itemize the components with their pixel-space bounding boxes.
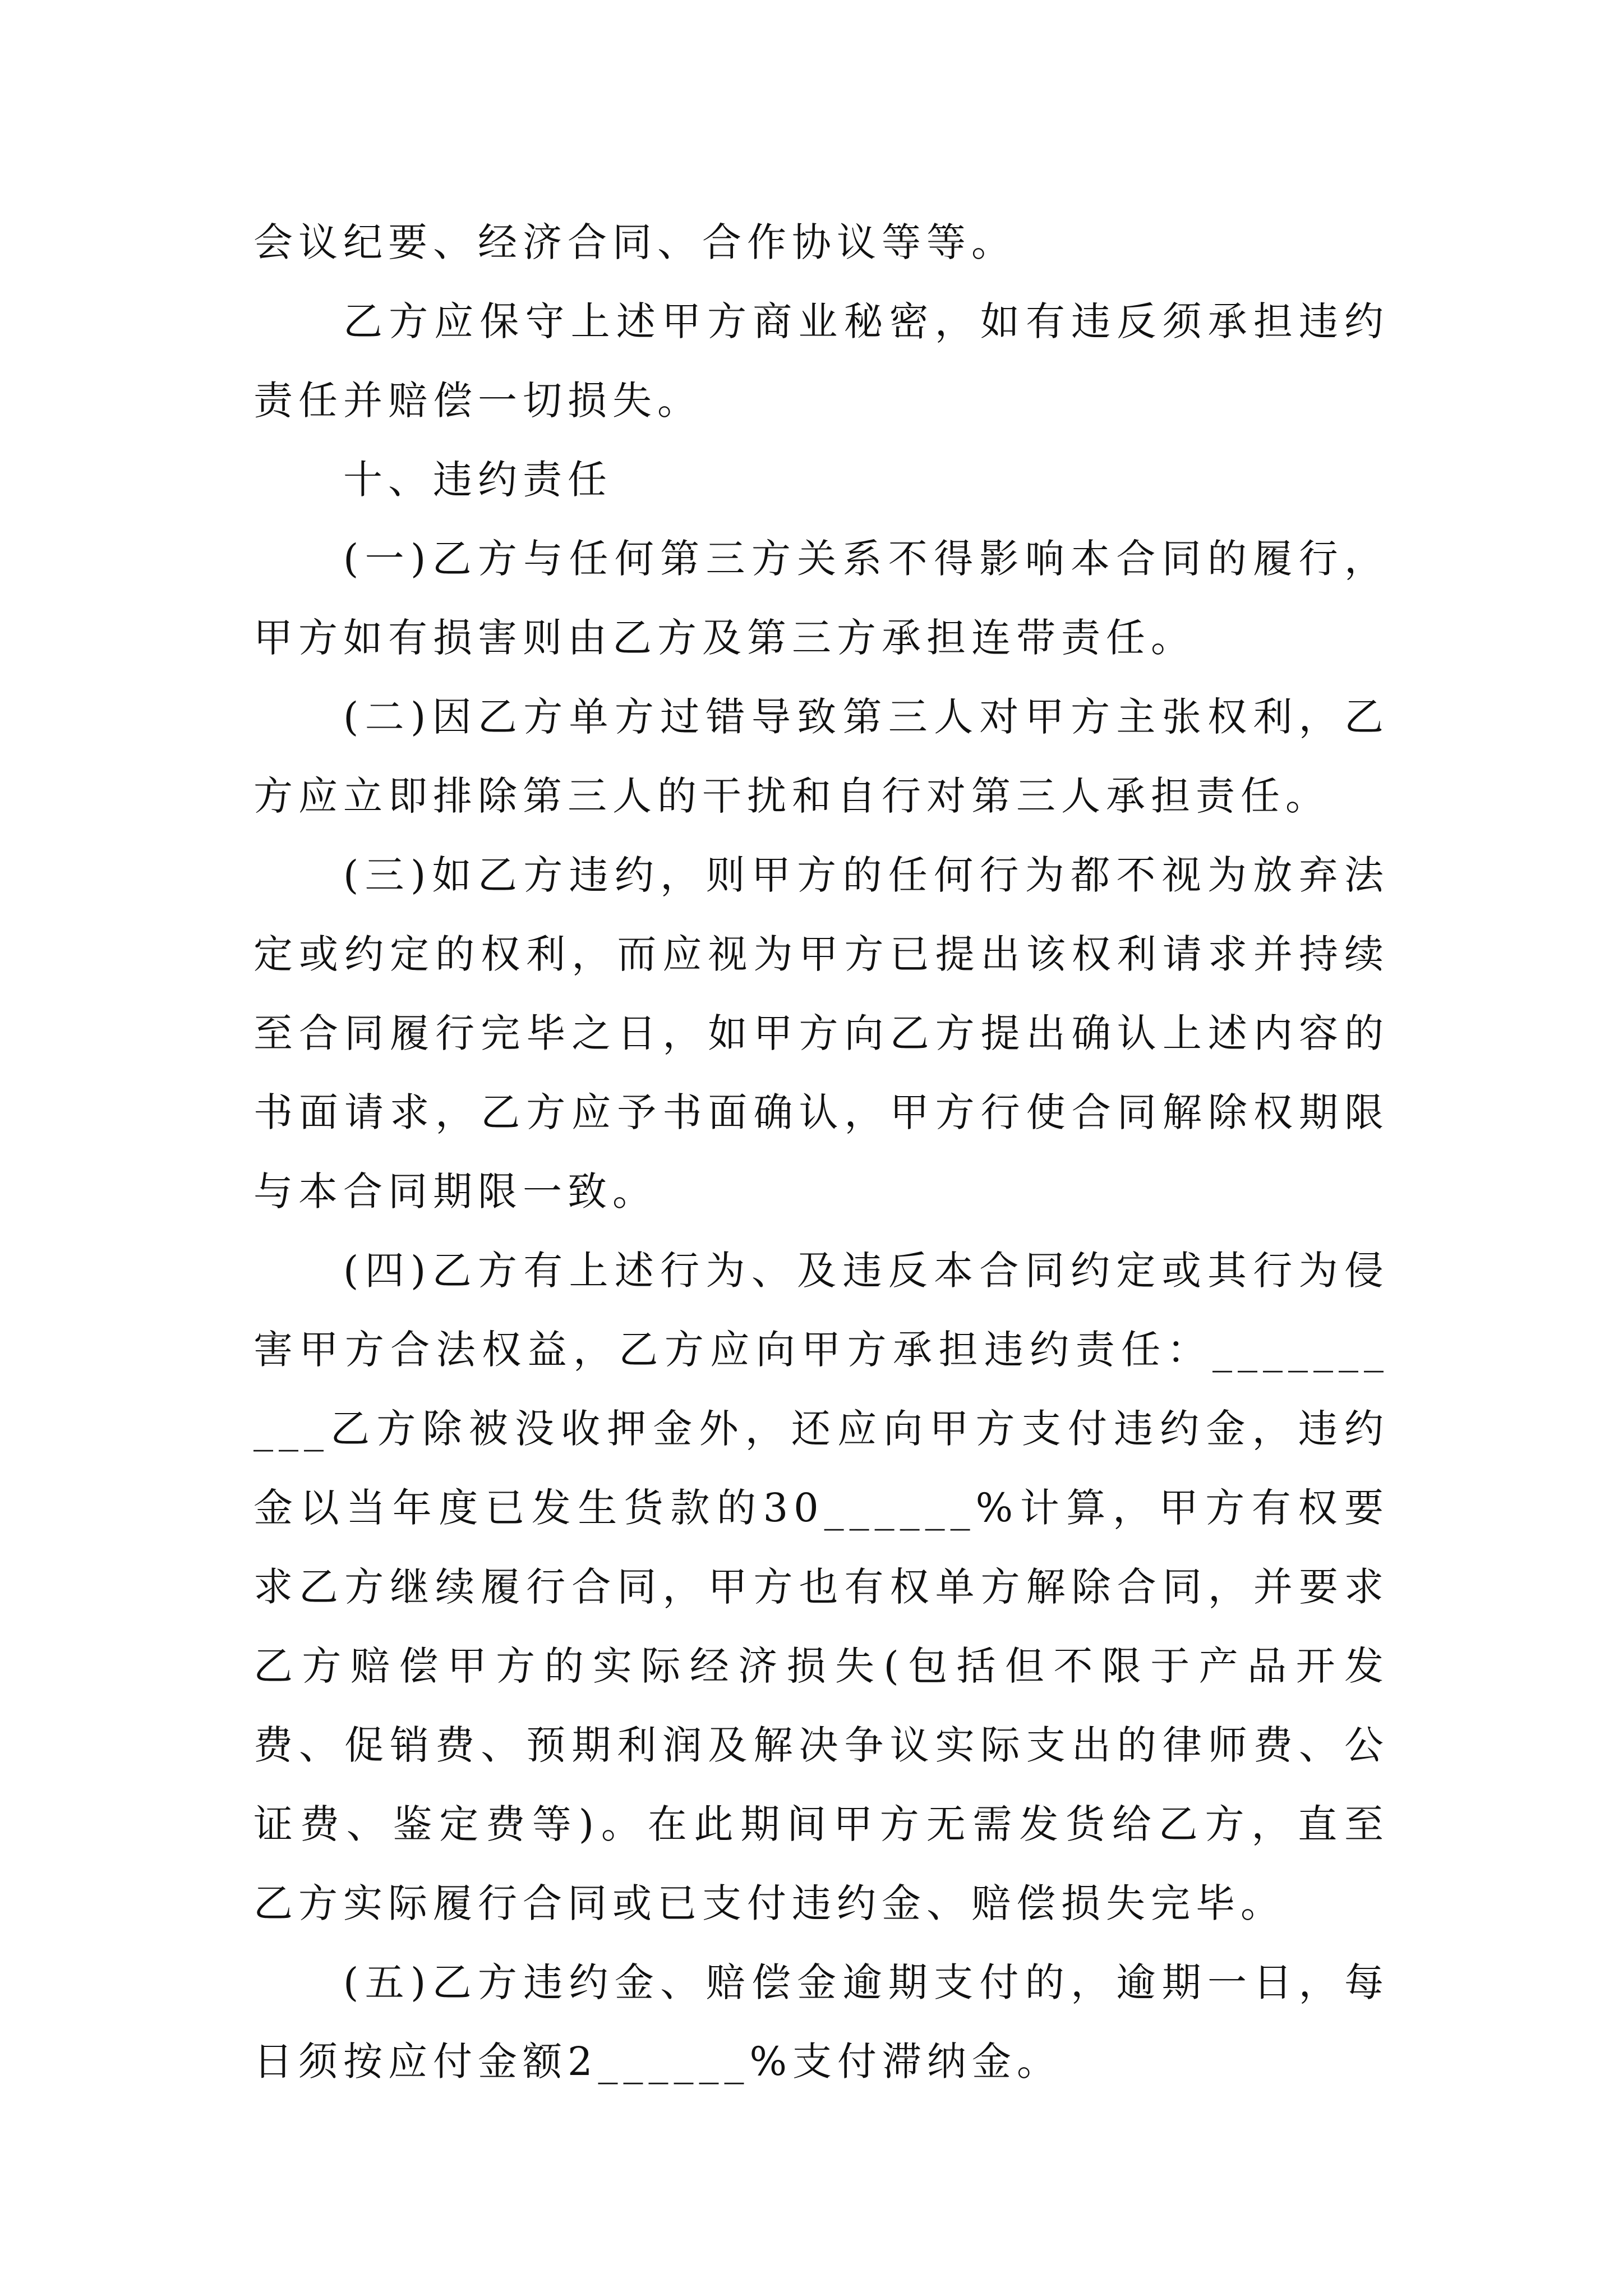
clause-4: (四)乙方有上述行为、及违反本合同约定或其行为侵害甲方合法权益，乙方应向甲方承担违约责任：__________乙方除被没收押金外，还应向甲方支付违约金，违约金以当年度已发生货款的30______%计算，甲方有权要求乙方继续履行合同，甲方也有权单方解除合同，并要求乙方赔偿甲方的实际经济损失(包括但不限于产品开发费、促销费、预期利润及解决争议实际支出的律师费、公证费、鉴定费等)。在此期间甲方无需发货给乙方，直至乙方实际履行合同或已支付违约金、赔偿损失完毕。 xyxy=(253,1248,1389,1926)
clause-3: (三)如乙方违约，则甲方的任何行为都不视为放弃法定或约定的权利，而应视为甲方已提出该权利请求并持续至合同履行完毕之日，如甲方向乙方提出确认上述内容的书面请求，乙方应予书面确认，甲方行使合同解除权期限与本合同期限一致。 xyxy=(253,852,1389,1214)
clause-1: (一)乙方与任何第三方关系不得影响本合同的履行，甲方如有损害则由乙方及第三方承担连带责任。 xyxy=(253,536,1389,661)
clause-2: (二)因乙方单方过错导致第三人对甲方主张权利，乙方应立即排除第三人的干扰和自行对第三人承担责任。 xyxy=(253,694,1389,819)
paragraph-2: 乙方应保守上述甲方商业秘密，如有违反须承担违约责任并赔偿一切损失。 xyxy=(253,298,1389,424)
paragraph-1: 会议纪要、经济合同、合作协议等等。 xyxy=(253,219,1016,265)
clause-5: (五)乙方违约金、赔偿金逾期支付的，逾期一日，每日须按应付金额2______%支付滞纳金。 xyxy=(253,1959,1389,2085)
section-heading: 十、违约责任 xyxy=(343,457,612,503)
document-body xyxy=(253,203,1389,2101)
